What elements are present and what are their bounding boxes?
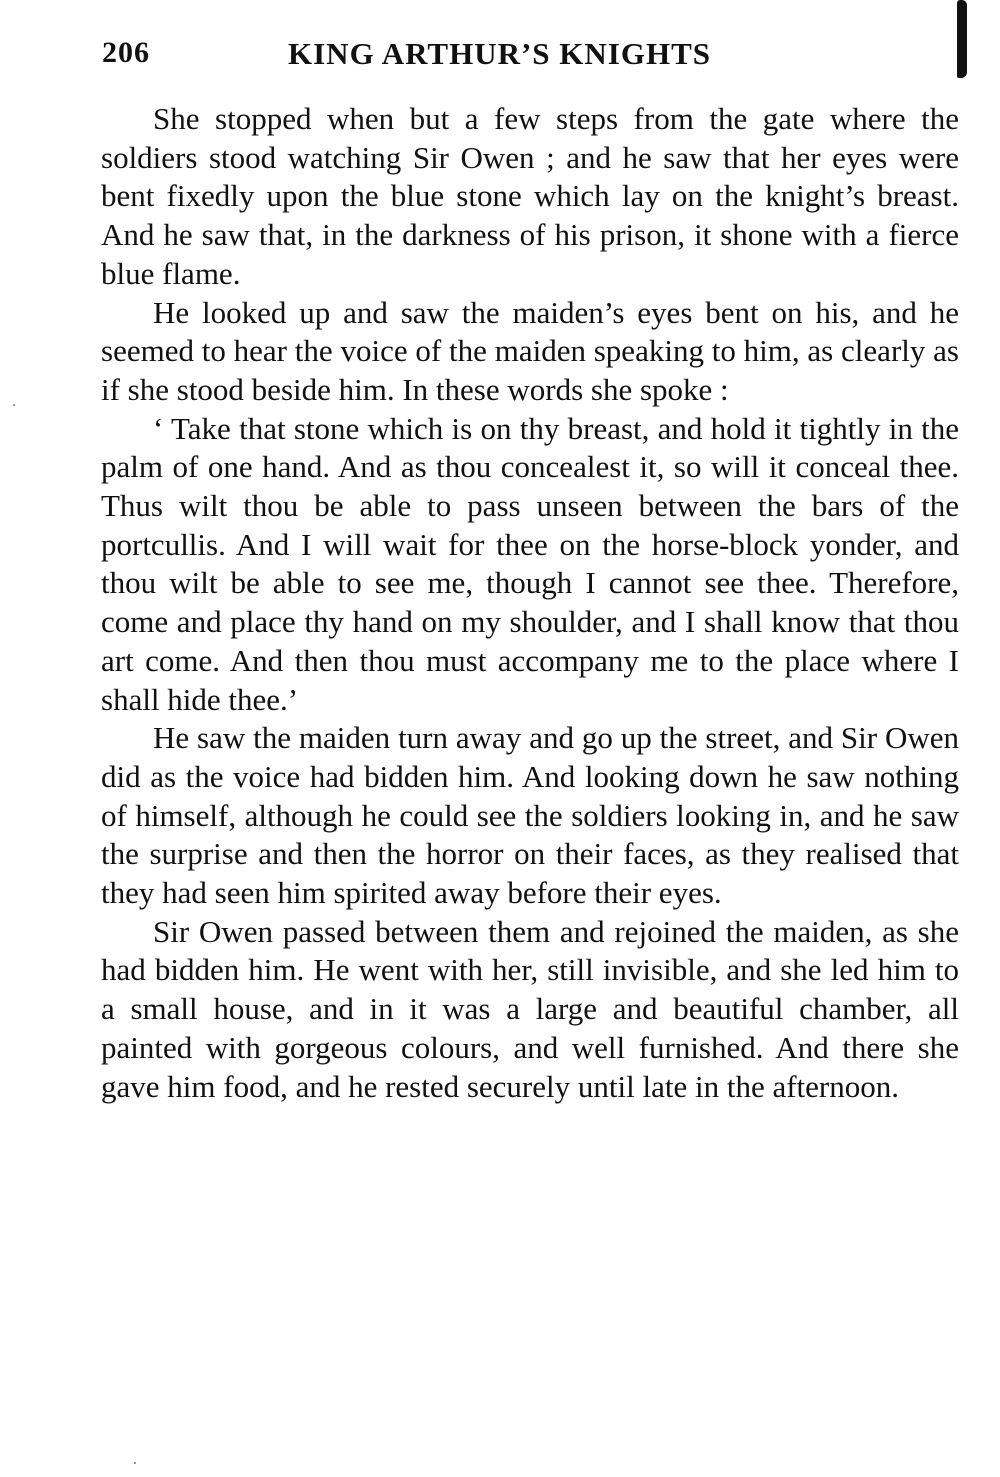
running-title: KING ARTHUR’S KNIGHTS — [288, 36, 711, 71]
page-header — [102, 36, 962, 86]
paragraph-2: He looked up and saw the maiden’s eyes bent on his, and he seemed to hear the voice of the maiden speaking to him, as clearly as if she stood beside him. In these words she spoke : — [101, 294, 959, 407]
page-edge-mark — [957, 0, 967, 78]
body-text — [101, 100, 959, 1106]
paragraph-3: ‘ Take that stone which is on thy breast, and hold it tightly in the palm of one hand. And as thou concealest it, so will it conceal thee. Thus wilt thou be able to pass unseen between the bars of the portcullis. And I will wait for thee on the horse-block yonder, and thou wilt be able to see me, though I cannot see thee. Therefore, come and place thy hand on my shoulder, and I shall know that thou art come. And then thou must accompany me to the place where I shall hide thee.’ — [101, 410, 959, 717]
paragraph-4: He saw the maiden turn away and go up the street, and Sir Owen did as the voice had bidden him. And looking down he saw nothing of himself, although he could see the soldiers looking in, and he saw the surprise and then the horror on their faces, as they realised that they had seen him spirited away before their eyes. — [101, 720, 959, 911]
page-number: 206 — [102, 36, 150, 69]
paragraph-1: She stopped when but a few steps from the gate where the soldiers stood watching Sir Owen ; and he saw that her eyes were bent fixedly upon the blue stone which lay on the knight’s breast. And he saw that, in the darkness of his prison, it shone with a fierce blue flame. — [101, 101, 959, 291]
paragraph-5: Sir Owen passed between them and rejoined the maiden, as she had bidden him. He went with her, still invisible, and she led him to a small house, and in it was a large and beautiful chamber, all painted with gorgeous colours, and well furnished. And there she gave him food, and he rested securely until late in the afternoon. — [101, 913, 959, 1104]
scan-speck — [13, 404, 15, 406]
scan-speck — [134, 1462, 136, 1464]
